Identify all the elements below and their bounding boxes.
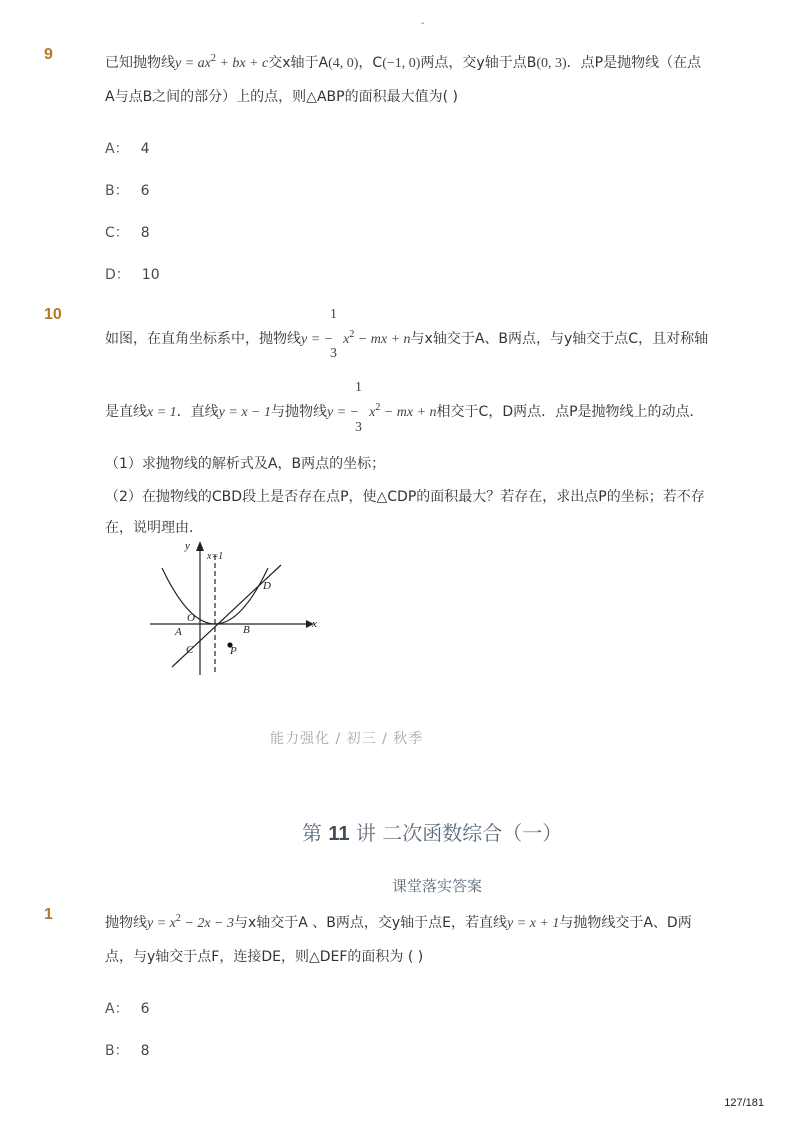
q10-eq-a: y = −: [301, 332, 334, 347]
header-dash: -: [421, 18, 425, 29]
q10-l2-eq2: y = x − 1: [218, 405, 271, 420]
a1-text-3: 与抛物线交于A、D两: [559, 915, 692, 931]
chapter-suffix: 讲 二次函数综合（一）: [349, 821, 563, 845]
q10-l2-eq1: x = 1: [147, 405, 177, 420]
question-number-10: 10: [44, 306, 62, 323]
q9-text-2: 交x轴于A: [268, 55, 329, 71]
point-p-label: P: [230, 645, 237, 657]
q9-option-b[interactable]: [105, 180, 150, 200]
a1-line-1: [105, 912, 692, 932]
q10-line-5: 在，说明理由．: [105, 520, 203, 536]
q10-eq-sup: 2: [349, 329, 355, 340]
symmetry-label: x=1: [207, 551, 224, 562]
y-axis-label: y: [185, 540, 190, 552]
q10-l2-eq-c: − mx + n: [380, 405, 437, 420]
footer-brand: 能力强化 / 初三 / 秋季: [270, 731, 424, 747]
y-axis-arrow: [196, 541, 204, 551]
page-number: 127/181: [724, 1097, 764, 1109]
chapter-title: [302, 817, 562, 846]
option-label: A：: [105, 141, 129, 157]
q9-option-c[interactable]: [105, 222, 150, 242]
a1-line-2: 点，与y轴交于点F，连接DE，则△DEF的面积为 ( ): [105, 949, 424, 965]
option-label: A：: [105, 1001, 129, 1017]
q9-text-5: ．点P是抛物线（在点: [566, 55, 702, 71]
q10-line-4: （2）在抛物线的CBD段上是否存在点P，使△CDP的面积最大？若存在，求出点P的坐标；若不存: [105, 489, 705, 505]
option-value: 6: [140, 1001, 150, 1017]
q10-l2-text-1: 是直线: [105, 404, 147, 420]
point-d-label: D: [263, 580, 271, 592]
option-value: 8: [140, 1043, 150, 1059]
q10-l2-eq-b: x: [369, 405, 376, 420]
option-value: 10: [141, 267, 160, 283]
q10-line1-frac-numerator: 1: [330, 307, 337, 322]
q9-point-b: (0, 3): [536, 56, 567, 71]
q10-l2-eq-a: y = −: [327, 405, 360, 420]
q10-l2-text-3: 与抛物线: [271, 404, 327, 420]
origin-label: O: [187, 612, 195, 624]
a1-option-a[interactable]: [105, 998, 150, 1018]
chapter-number: 11: [328, 823, 350, 845]
option-value: 8: [140, 225, 150, 241]
a1-text-2: 与x轴交于A 、B两点，交y轴于点E，若直线: [233, 915, 508, 931]
chapter-prefix: 第: [302, 821, 329, 845]
point-c-label: C: [186, 644, 194, 656]
q10-line-3: （1）求抛物线的解析式及A，B两点的坐标；: [105, 456, 386, 472]
q9-eq-sup: 2: [210, 53, 216, 64]
q10-text-2: 与x轴交于A、B两点，与y轴交于点C，且对称轴: [410, 331, 709, 347]
q9-eq-pre: y = ax: [175, 56, 211, 71]
q10-eq-b: x: [343, 332, 350, 347]
option-label: C：: [105, 225, 129, 241]
q9-option-a[interactable]: [105, 138, 150, 158]
option-value: 4: [140, 141, 150, 157]
q10-line1-frac-denominator: 3: [330, 346, 337, 361]
q10-line-1: [105, 328, 708, 348]
q10-line-2: [105, 401, 704, 421]
q10-eq-c: − mx + n: [354, 332, 411, 347]
q9-point-c: (−1, 0): [382, 56, 421, 71]
q9-line-2: A与点B之间的部分）上的点，则△ABP的面积最大值为( ): [105, 89, 458, 105]
q9-line-1: [105, 52, 701, 72]
q10-line2-frac-numerator: 1: [355, 380, 362, 395]
q9-text-4: 两点，交y轴于点B: [420, 55, 537, 71]
q10-text-1: 如图，在直角坐标系中，抛物线: [105, 331, 301, 347]
option-label: D：: [105, 267, 130, 283]
point-b-label: B: [243, 624, 250, 636]
q9-eq-post: + bx + c: [215, 56, 269, 71]
question-number-9: 9: [44, 46, 53, 63]
section-title: 课堂落实答案: [392, 877, 483, 895]
option-value: 6: [140, 183, 150, 199]
a1-eq-a: y = x: [147, 916, 176, 931]
question-number-1: 1: [44, 906, 53, 923]
parabola-figure: [140, 535, 340, 680]
q9-text-3: ，C: [358, 55, 383, 71]
q9-point-a: (4, 0): [328, 56, 359, 71]
q10-l2-eq-sup: 2: [375, 402, 381, 413]
a1-option-b[interactable]: [105, 1040, 150, 1060]
point-a-label: A: [175, 626, 182, 638]
a1-eq-2: y = x + 1: [507, 916, 560, 931]
q9-text-1: 已知抛物线: [105, 55, 175, 71]
option-label: B：: [105, 1043, 129, 1059]
q10-l2-text-2: ．直线: [176, 404, 219, 420]
q9-option-d[interactable]: [105, 264, 160, 284]
q10-line2-frac-denominator: 3: [355, 420, 362, 435]
a1-eq-b: − 2x − 3: [180, 916, 234, 931]
option-label: B：: [105, 183, 129, 199]
a1-text-1: 抛物线: [105, 915, 147, 931]
x-axis-label: x: [312, 618, 317, 630]
a1-eq-sup: 2: [175, 913, 181, 924]
q10-l2-text-4: 相交于C，D两点．点P是抛物线上的动点．: [436, 404, 704, 420]
